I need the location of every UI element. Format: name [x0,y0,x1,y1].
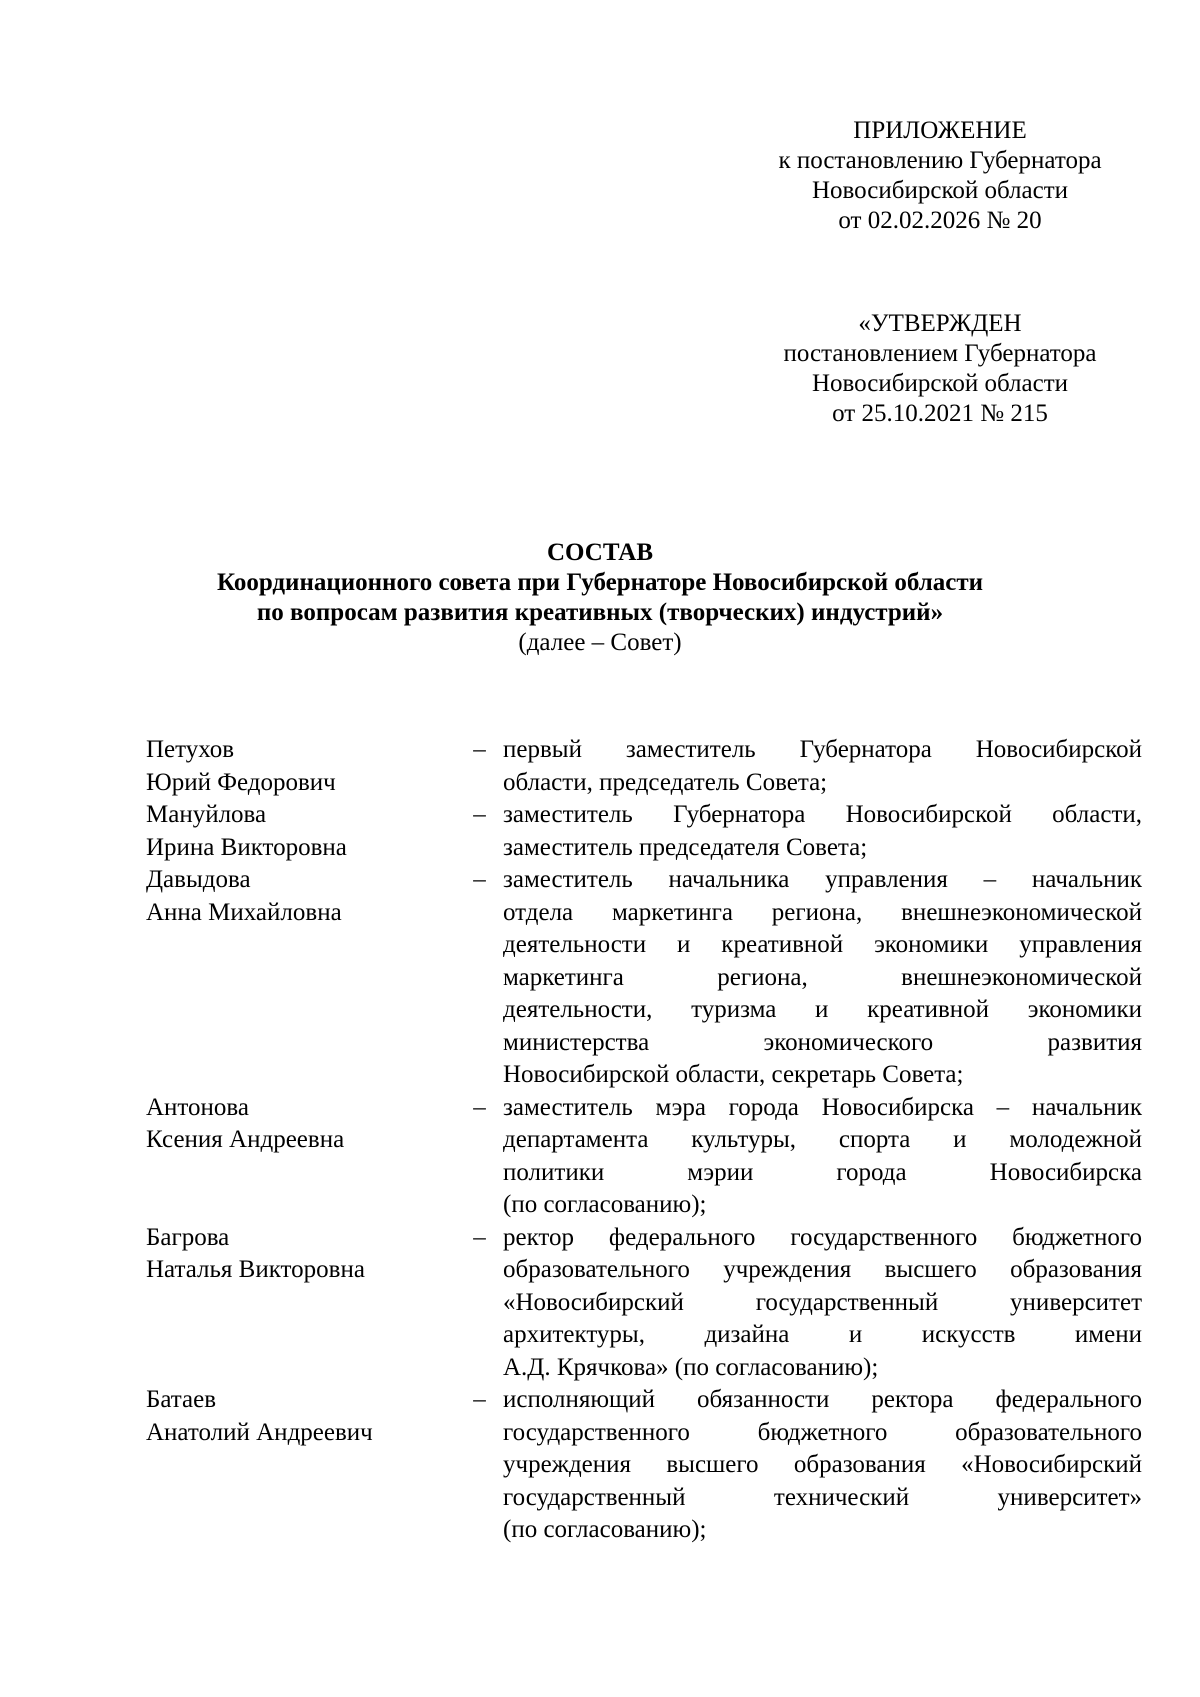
member-role [503,864,1142,1092]
member-role [503,799,1142,864]
member-given-names: Ирина Викторовна [146,833,347,861]
approval-region: Новосибирской области [811,370,1069,397]
members-list [146,734,1142,1547]
member-dash: – [473,801,486,828]
member-given-names: Анатолий Андреевич [146,1418,373,1446]
member-role-line: деятельности, туризма и креативной экономики [503,996,1142,1023]
member-given-names: Анна Михайловна [146,898,342,926]
member-dash: – [473,1223,486,1251]
member-role-line: департамента культуры, спорта и молодежной [503,1126,1142,1153]
appendix-date-number: от 02.02.2026 № 20 [838,207,1042,234]
member-role-line: «Новосибирский государственный университет [503,1288,1142,1316]
member-row [146,864,1142,1092]
member-role-line: области, председатель Совета; [503,768,828,796]
member-row [146,1384,1142,1547]
member-row [146,1222,1142,1385]
member-given-names: Наталья Викторовна [146,1256,365,1283]
member-dash: – [473,736,486,763]
member-row [146,734,1142,799]
member-role-line: государственного бюджетного образовательного [503,1418,1142,1446]
member-dash: – [473,866,486,893]
member-role-line: государственный технический университет» [503,1483,1142,1511]
title-heading: СОСТАВ [546,539,654,566]
title-council-name: Координационного совета при Губернаторе Новосибирской области [216,569,984,596]
approval-date-number: от 25.10.2021 № 215 [832,400,1048,427]
member-role-line: политики мэрии города Новосибирска [503,1158,1142,1186]
member-dash: – [473,1093,486,1121]
member-role-line: заместитель начальника управления – начальник [503,866,1142,893]
member-role-line: ректор федерального государственного бюджетного [503,1223,1142,1251]
member-role-line: маркетинга региона, внешнеэкономической [503,963,1142,991]
title-abbreviation: (далее – Совет) [518,629,682,656]
member-surname: Давыдова [146,866,251,893]
member-role-line: А.Д. Крячкова» (по согласованию); [503,1353,879,1381]
appendix-title: ПРИЛОЖЕНИЕ [853,117,1027,144]
document-title [0,538,1200,658]
approval-header [740,309,1140,429]
member-role-line: (по согласованию); [503,1516,707,1543]
member-role-line: заместитель мэра города Новосибирска – начальник [503,1093,1142,1121]
member-role-line: министерства экономического развития [503,1028,1142,1056]
member-name [146,864,456,929]
member-role-line: учреждения высшего образования «Новосибирский [503,1451,1142,1478]
member-name [146,734,456,799]
member-role-line: Новосибирской области, секретарь Совета; [503,1061,964,1088]
appendix-reference: к постановлению Губернатора [778,147,1102,174]
member-name [146,1092,456,1157]
member-surname: Мануйлова [146,801,267,828]
member-role-line: первый заместитель Губернатора Новосибирской [503,736,1142,763]
approval-title: «УТВЕРЖДЕН [858,310,1022,337]
member-role-line: деятельности и креативной экономики управления [503,931,1142,958]
member-surname: Петухов [146,736,235,763]
member-role-line: заместитель председателя Совета; [503,833,868,861]
member-dash: – [473,1386,486,1413]
member-name [146,1222,456,1287]
member-given-names: Юрий Федорович [146,768,336,796]
member-role-line: отдела маркетинга региона, внешнеэкономической [503,898,1142,926]
appendix-region: Новосибирской области [811,177,1069,204]
approval-reference: постановлением Губернатора [783,340,1097,367]
member-role-line: заместитель Губернатора Новосибирской области, [503,801,1142,828]
title-council-topic: по вопросам развития креативных (творческих) индустрий» [256,599,944,626]
member-name [146,1384,456,1449]
member-row [146,1092,1142,1222]
member-given-names: Ксения Андреевна [146,1126,345,1153]
member-role-line: исполняющий обязанности ректора федерального [503,1386,1142,1413]
member-role [503,1384,1142,1547]
member-role-line: (по согласованию); [503,1191,707,1218]
member-role [503,1222,1142,1385]
member-role-line: образовательного учреждения высшего образования [503,1256,1142,1283]
member-surname: Антонова [146,1093,249,1121]
member-name [146,799,456,864]
member-role [503,734,1142,799]
appendix-header [740,116,1140,236]
member-role [503,1092,1142,1222]
member-surname: Батаев [146,1386,217,1413]
member-surname: Багрова [146,1223,230,1251]
member-role-line: архитектуры, дизайна и искусств имени [503,1321,1142,1348]
member-row [146,799,1142,864]
